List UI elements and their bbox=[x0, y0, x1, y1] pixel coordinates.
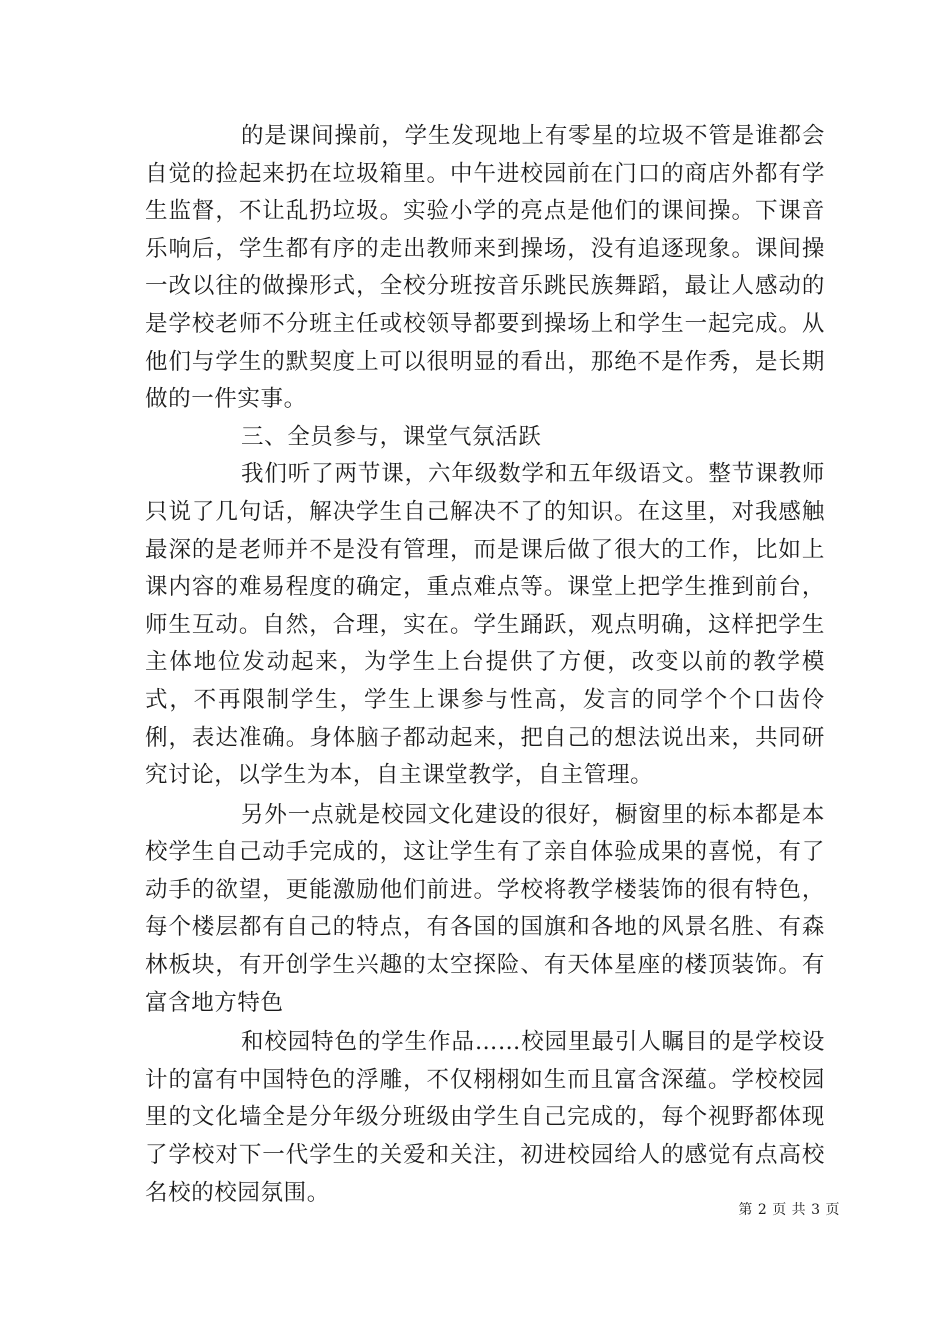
paragraph-morning-exercise: 的是课间操前，学生发现地上有零星的垃圾不管是谁都会自觉的捡起来扔在垃圾箱里。中午进校园前在门口的商店外都有学生监督，不让乱扔垃圾。实验小学的亮点是他们的课间操。下课音乐响后，学生都有序的走出教师来到操场，没有追逐现象。课间操一改以往的做操形式，全校分班按音乐跳民族舞蹈，最让人感动的是学校老师不分班主任或校领导都要到操场上和学生一起完成。从他们与学生的默契度上可以很明显的看出，那绝不是作秀，是长期做的一件实事。 bbox=[145, 123, 825, 413]
section-heading: 三、全员参与，课堂气氛活跃 bbox=[241, 423, 542, 450]
paragraph-campus-culture: 另外一点就是校园文化建设的很好，橱窗里的标本都是本校学生自己动手完成的，这让学生有了亲自体验成果的喜悦，有了动手的欲望，更能激励他们前进。学校将教学楼装饰的很有特色，每个楼层都有自己的特点，有各国的国旗和各地的风景名胜、有森林板块，有开创学生兴趣的太空探险、有天体星座的楼顶装饰。有富含地方特色 bbox=[145, 801, 825, 1016]
paragraph-student-works: 和校园特色的学生作品……校园里最引人瞩目的是学校设计的富有中国特色的浮雕，不仅栩栩如生而且富含深蕴。学校校园里的文化墙全是分年级分班级由学生自己完成的，每个视野都体现了学校对下一代学生的关爱和关注，初进校园给人的感觉有点高校名校的校园氛围。 bbox=[145, 1029, 825, 1206]
document-body bbox=[145, 118, 825, 1212]
page-number: 第 2 页 共 3 页 bbox=[738, 1202, 840, 1218]
paragraph-classroom: 我们听了两节课，六年级数学和五年级语文。整节课教师只说了几句话，解决学生自己解决不了的知识。在这里，对我感触最深的是老师并不是没有管理，而是课后做了很大的工作，比如上课内容的难易程度的确定，重点难点等。课堂上把学生推到前台，师生互动。自然，合理，实在。学生踊跃，观点明确，这样把学生主体地位发动起来，为学生上台提供了方便，改变以前的教学模式，不再限制学生，学生上课参与性高，发言的同学个个口齿伶俐，表达准确。身体脑子都动起来，把自己的想法说出来，共同研究讨论，以学生为本，自主课堂教学，自主管理。 bbox=[145, 461, 825, 789]
